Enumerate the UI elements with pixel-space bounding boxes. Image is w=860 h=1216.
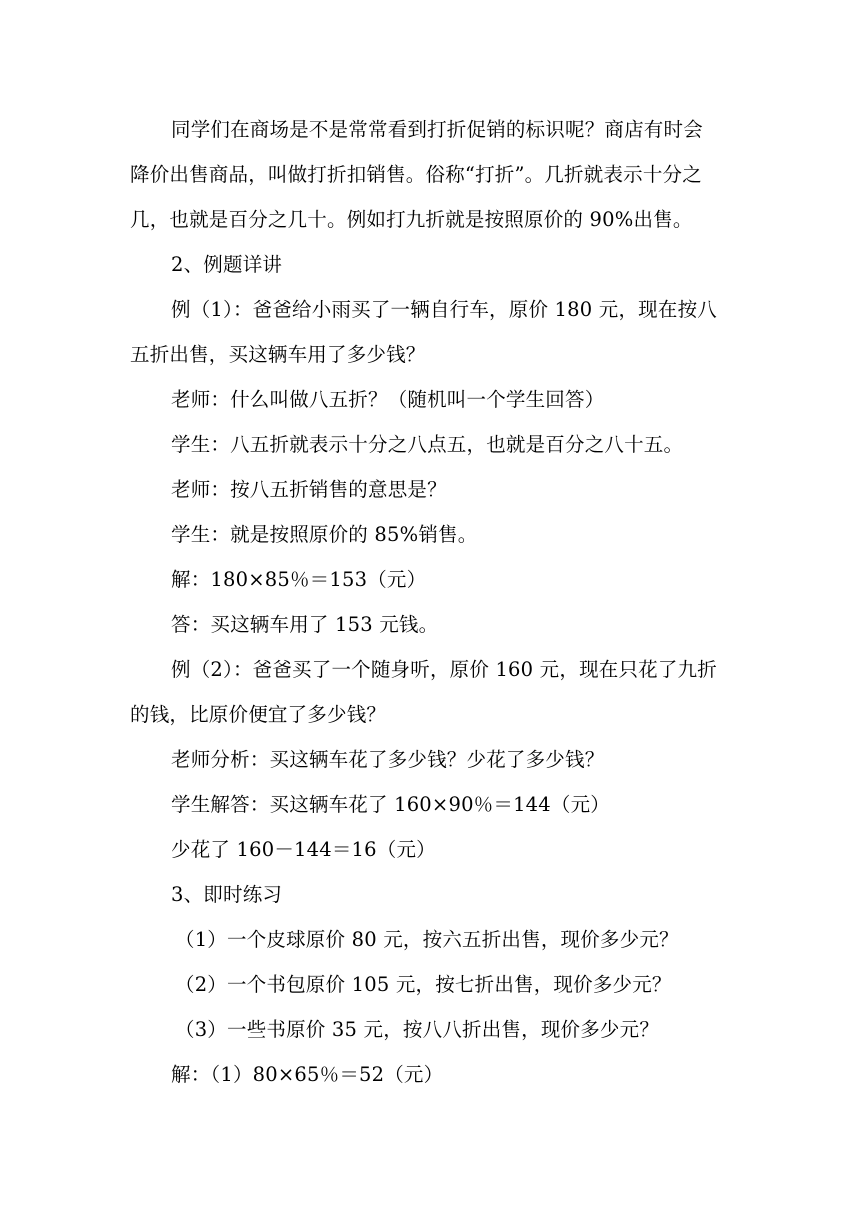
- example-1-line-2: 五折出售，买这辆车用了多少钱？: [130, 343, 426, 366]
- answer-1: 答：买这辆车用了 153 元钱。: [171, 613, 439, 636]
- practice-item-2: （2）一个书包原价 105 元，按七折出售，现价多少元？: [175, 973, 672, 996]
- section-heading-examples: 2、例题详讲: [171, 253, 283, 276]
- paragraph-intro-line-1: 同学们在商场是不是常常看到打折促销的标识呢？商店有时会: [171, 118, 703, 141]
- student-solution-2-cont: 少花了 160－144＝16（元）: [171, 838, 436, 861]
- teacher-question-2: 老师：按八五折销售的意思是？: [171, 478, 447, 501]
- practice-solution-1: 解：（1）80×65％＝52（元）: [171, 1063, 444, 1086]
- teacher-question-1: 老师：什么叫做八五折？（随机叫一个学生回答）: [171, 388, 605, 411]
- solution-1: 解：180×85％＝153（元）: [171, 568, 427, 591]
- example-2-line-1: 例（2）：爸爸买了一个随身听，原价 160 元，现在只花了九折: [171, 658, 717, 681]
- student-solution-2: 学生解答：买这辆车花了 160×90％＝144（元）: [171, 793, 610, 816]
- paragraph-intro-line-2: 降价出售商品，叫做打折扣销售。俗称“打折”。几折就表示十分之: [130, 163, 702, 186]
- teacher-analysis: 老师分析：买这辆车花了多少钱？少花了多少钱？: [171, 748, 605, 771]
- example-2-line-2: 的钱，比原价便宜了多少钱？: [130, 703, 387, 726]
- student-answer-1: 学生：八五折就表示十分之八点五，也就是百分之八十五。: [171, 433, 684, 456]
- practice-item-1: （1）一个皮球原价 80 元，按六五折出售，现价多少元？: [175, 928, 679, 951]
- student-answer-2: 学生：就是按照原价的 85%销售。: [171, 523, 478, 546]
- section-heading-practice: 3、即时练习: [171, 883, 283, 906]
- paragraph-intro-line-3: 几，也就是百分之几十。例如打九折就是按照原价的 90%出售。: [130, 208, 693, 231]
- practice-item-3: （3）一些书原价 35 元，按八八折出售，现价多少元？: [175, 1018, 660, 1041]
- example-1-line-1: 例（1）：爸爸给小雨买了一辆自行车，原价 180 元，现在按八: [171, 298, 717, 321]
